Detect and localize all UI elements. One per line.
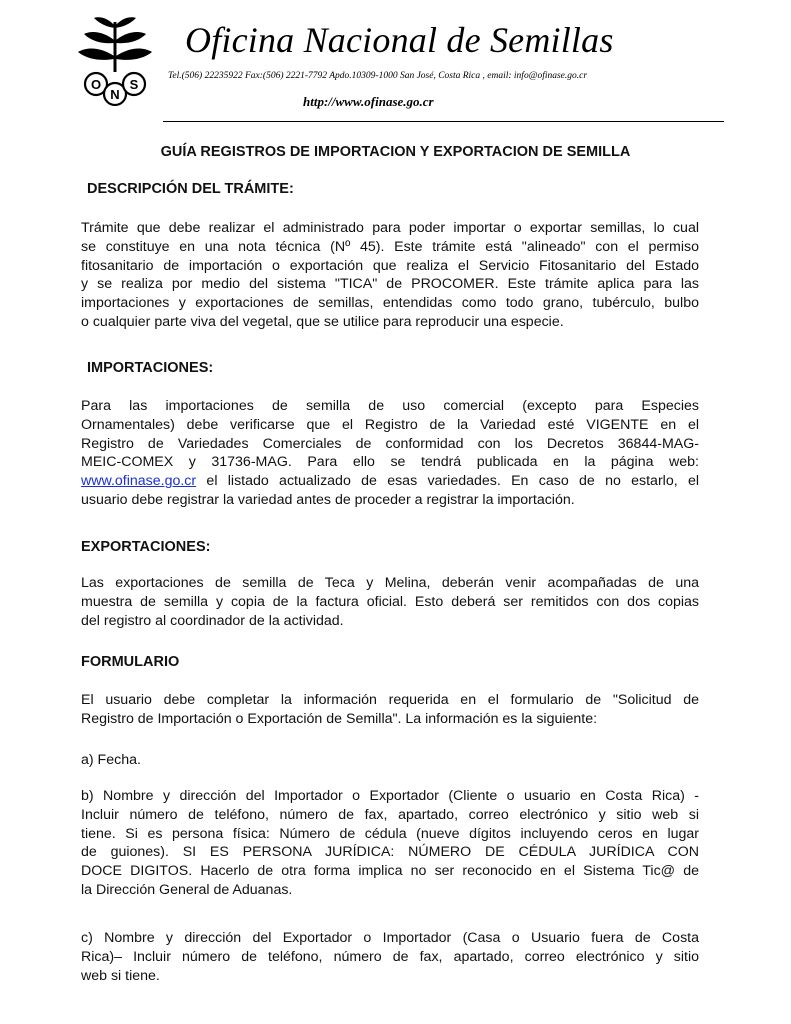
header-divider [163,121,724,122]
contact-line: Tel.(506) 22235922 Fax:(506) 2221-7792 Apdo.10309-1000 San José, Costa Rica , email: info@ofinase.go.cr [168,71,588,81]
text-line: y se realiza por medio del sistema "TICA" de PROCOMER. Este trámite aplica para las [81,276,699,293]
text-line: web si tiene. [81,967,160,984]
svg-text:N: N [110,87,120,102]
svg-text:S: S [129,77,139,92]
org-name: Oficina Nacional de Semillas [185,20,614,60]
text-line: Trámite que debe realizar el administrado para poder importar o exportar semillas, lo cual [81,220,699,236]
text-line: muestra de semilla y copia de la factura oficial. Esto deberá ser remitidos con dos copias [81,593,699,610]
text-line: DOCE DIGITOS. Hacerlo de otra forma implica no ser reconocido en el Sistema Tic@ de [81,863,699,880]
text-segment: el listado actualizado de esas variedades. En caso de no estarlo, el [196,473,699,490]
paragraph-importaciones [81,397,699,510]
text-line: Registro de Importación o Exportación de Semilla". La información es la siguiente: [81,710,598,727]
item-c [81,929,699,985]
paragraph-formulario [81,691,699,729]
ons-logo [70,14,160,106]
text-line: o cualquier parte viva del vegetal, que se utilice para reproducir una especie. [81,313,564,330]
text-line: Rica)– Incluir número de teléfono, número de fax, apartado, correo electrónico y sitio [81,948,699,965]
text-line: Incluir número de teléfono, número de fax, apartado, correo electrónico y sitio web si [81,806,699,823]
text-line: del registro al coordinador de la actividad. [81,612,344,629]
text-line: importaciones y exportaciones de semillas, entendidas como todo grano, tubérculo, bulbo [81,295,699,312]
item-b [81,787,699,900]
text-line: b) Nombre y dirección del Importador o Exportador (Cliente o usuario en Costa Rica) - [81,788,699,804]
item-a: a) Fecha. [81,752,141,768]
document-title: GUÍA REGISTROS DE IMPORTACION Y EXPORTACION DE SEMILLA [160,144,631,160]
heading-exportaciones: EXPORTACIONES: [81,539,211,555]
text-line: Registro de Variedades Comerciales de conformidad con los Decretos 36844-MAG- [81,435,699,452]
text-line: c) Nombre y dirección del Exportador o Importador (Casa o Usuario fuera de Costa [81,930,699,946]
paragraph-exportaciones [81,574,699,630]
text-line: fitosanitario de importación o exportación que realiza el Servicio Fitosanitario del Estado [81,257,699,274]
text-line: Ornamentales) debe verificarse que el Registro de la Variedad esté VIGENTE en el [81,416,699,433]
text-line: Para las importaciones de semilla de uso comercial (excepto para Especies [81,398,699,414]
website-url[interactable]: http://www.ofinase.go.cr [303,94,434,109]
heading-descripcion: DESCRIPCIÓN DEL TRÁMITE: [87,181,294,197]
paragraph-descripcion [81,219,699,332]
text-line: tiene. Si es persona física: Número de cédula (nueve dígitos incluyendo ceros en lugar [81,825,699,842]
text-line: usuario debe registrar la variedad antes de proceder a registrar la importación. [81,491,575,508]
text-line: Las exportaciones de semilla de Teca y Melina, deberán venir acompañadas de una [81,575,699,591]
text-line: de guiones). SI ES PERSONA JURÍDICA: NÚMERO DE CÉDULA JURÍDICA CON [81,844,699,861]
heading-formulario: FORMULARIO [81,654,180,670]
heading-importaciones: IMPORTACIONES: [87,360,214,376]
text-line: se constituye en una nota técnica (Nº 45). Este trámite está "alineado" con el permiso [81,238,699,255]
ofinase-link[interactable]: www.ofinase.go.cr [81,473,197,490]
text-line: El usuario debe completar la información requerida en el formulario de "Solicitud de [81,692,699,708]
text-line [81,472,699,491]
svg-text:O: O [90,77,102,92]
text-line: MEIC-COMEX y 31736-MAG. Para ello se tendrá publicada en la página web: [81,454,699,471]
text-line: la Dirección General de Aduanas. [81,881,293,898]
